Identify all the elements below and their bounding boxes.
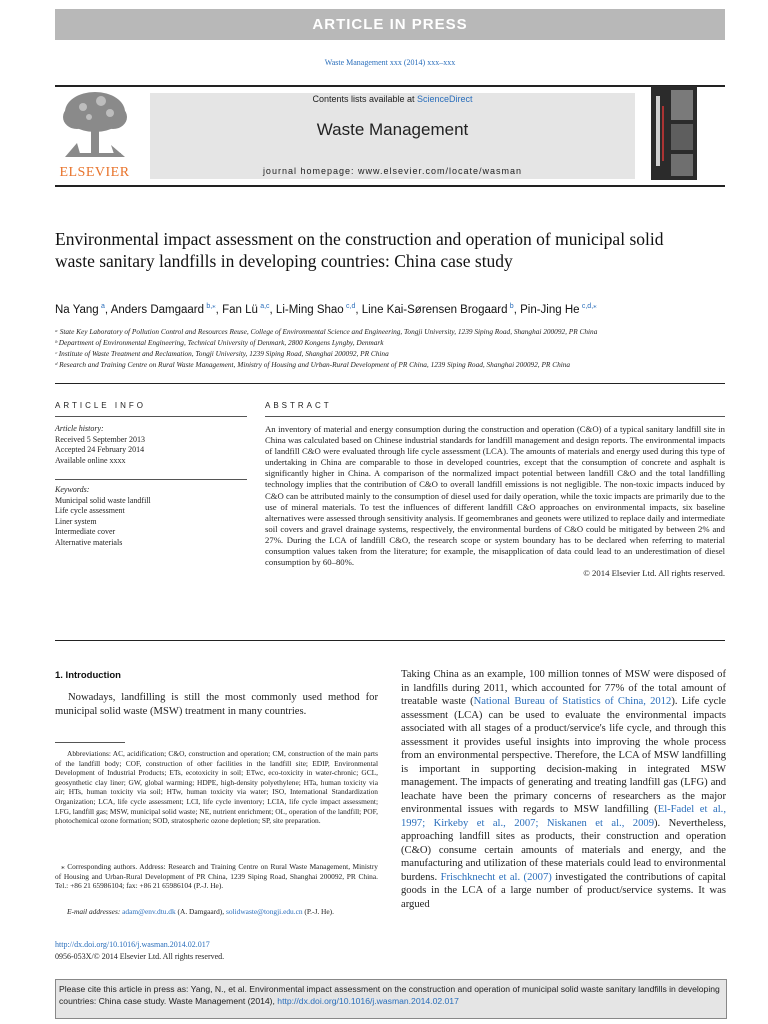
author-affil-sup[interactable]: b,⁎: [206, 303, 216, 310]
author-list: Na Yang $^a$, Anders Damgaard $^{b,⁎}$, Fan Lü $^{a,c}$, Li-Ming Shao $^{c,d}$, Line Kai-Sørensen Brogaard $^b$, Pin-Jing He $^{c,d,⁎}$: [55, 303, 597, 316]
footnote-abbreviations: Abbreviations: AC, acidification; C&O, construction and operation; CM, construction of the main parts of the landfill body; COF, construction of other facilities in the landfill site; EDIP, Environmental Development of Industrial Products; ETs, ecotoxicity in soil; ETwc, eco-toxicity in water-chronic; GCL, geosynthetic clay liner; GW, global warming; HDPE, high-density polyethylene; HTa, human toxicity via air; HTs, human toxicity via soil; HTw, human toxicity via water; ISO, International Standardization Organization; LCA, life cycle assessment; LCI, life cycle inventory; LCIA, life cycle impact assessment; LFG, landfill gas; MSW, municipal solid waste; NE, nutrient enrichment; OL, operation of the landfill; POF, photochemical ozone formation; SOD, stratospheric ozone depletion; SP, site preparation.: [55, 749, 378, 826]
email-link[interactable]: adam@env.dtu.dk: [122, 907, 176, 916]
author-affil-sup[interactable]: b: [509, 303, 514, 310]
contents-line: [150, 94, 635, 104]
affiliation-a: ᵃ State Key Laboratory of Pollution Control and Resources Reuse, College of Environmental Science and Engineering, Tongji University, 1239 Siping Road, Shanghai 200092, PR China: [55, 327, 598, 336]
author-affil-sup[interactable]: a,c: [260, 303, 270, 310]
article-title: Environmental impact assessment on the construction and operation of municipal solid waste sanitary landfills in developing countries: China case study: [55, 229, 664, 271]
abstract-heading: ABSTRACT: [265, 401, 332, 410]
contents-prefix: Contents lists available at: [312, 94, 418, 104]
citation-link[interactable]: National Bureau of Statistics of China, 2012: [473, 696, 672, 707]
intro-paragraph: Nowadays, landfilling is still the most commonly used method for municipal solid waste (MSW) treatment in many countries.: [55, 692, 378, 717]
history-label: Article history:: [55, 424, 104, 433]
doi-link[interactable]: http://dx.doi.org/10.1016/j.wasman.2014.02.017: [55, 940, 210, 949]
cite-text: Please cite this article in press as: Yang, N., et al. Environmental impact assessment on the construction and operation of municipal solid waste sanitary landfills in developing countries: China case study. Waste Management (2014),: [59, 984, 720, 1006]
abstract-text: An inventory of material and energy consumption during the construction and operation (C&O) of a typical sanitary landfill site in China was calculated based on Chinese industrial standards for landfill management and design reports. The environmental impacts of landfill C&O were evaluated through life cycle assessment (LCA). The amounts of materials and energy used during this type of undertaking in China are comparable to those in developed countries, except that the consumption of concrete and asphalt is significantly higher in China. A comparison of the normalized impact potential between landfill C&O and the total landfilling technology implies that the contribution of C&O to overall landfill emissions is not negligible. The non-toxic impacts induced by C&O can be attributed mainly to the consumption of diesel used for daily operation, while the toxic impacts are primarily due to the use of mineral materials. To test the influences of different landfill C&O approaches on environmental impacts, six baseline alternatives were assessed through sensitivity analysis. If geomembranes and geonets were utilized to replace daily and intermediate soil covers and gravel drainage systems, respectively, the environmental burdens of C&O could be mitigated by between 2% and 27%. During the LCA of landfill C&O, the research scope or system boundary has to be declared when referring to material consumption values taken from the literature; for example, the misapplication of data could lead to an underestimation of diesel consumption by 60–80%.: [265, 424, 725, 568]
history-received: Received 5 September 2013: [55, 434, 145, 444]
citation-link[interactable]: Frischknecht et al. (2007): [440, 871, 552, 883]
footnote-corresponding: ⁎ Corresponding authors. Address: Research and Training Centre on Rural Waste Management, Ministry of Housing and Urban-Rural Development of PR China, 1239 Siping Road, Shanghai 200092, PR China. Tel.: +86 21 65986104; fax: +86 21 65986104 (P.-J. He).: [55, 862, 378, 891]
citation-link[interactable]: El-Fadel et al., 1997; Kirkeby et al., 2007; Niskanen et al., 2009: [401, 804, 726, 829]
keyword: Alternative materials: [55, 537, 123, 547]
journal-homepage: journal homepage: www.elsevier.com/locate/wasman: [262, 166, 523, 176]
author-name[interactable]: Na Yang: [55, 303, 99, 316]
issn-line: 0956-053X/© 2014 Elsevier Ltd. All rights reserved.: [55, 952, 225, 961]
article-info-heading: ARTICLE INFO: [55, 401, 146, 410]
email-link[interactable]: solidwaste@tongji.edu.cn: [225, 907, 303, 916]
body-text: investigated the contributions of capital goods in the LCA of a large number of product/service systems. It was argued: [401, 871, 726, 910]
abstract-rule: [265, 416, 725, 417]
section-heading-introduction: 1. Introduction: [55, 670, 121, 681]
journal-reference-link[interactable]: Waste Management xxx (2014) xxx–xxx: [324, 58, 456, 67]
author-affil-sup[interactable]: c,d,⁎: [581, 303, 597, 310]
journal-cover-thumbnail: [651, 86, 697, 180]
email-owner: (P.-J. He).: [302, 907, 334, 916]
affiliation-d: ᵈ Research and Training Centre on Rural Waste Management, Ministry of Housing and Urban-Rural Development of PR China, 1239 Siping Road, Shanghai 200092, PR China: [55, 360, 571, 369]
history-online: Available online xxxx: [55, 455, 126, 465]
elsevier-wordmark: ELSEVIER: [59, 165, 130, 180]
author-name[interactable]: Fan Lü: [222, 303, 258, 316]
author-affil-sup[interactable]: a: [101, 303, 105, 310]
body-text: ). Nevertheless, approaching landfill sites as products, their construction and operation (C&O) consume certain amounts of materials and energy, and the manufacturing and utilization of these materials could lead to environmental burdens.: [401, 817, 726, 883]
footnote-rule: [55, 742, 125, 743]
section-rule: [55, 383, 725, 384]
author-name[interactable]: Line Kai-Sørensen Brogaard: [361, 303, 508, 316]
header-top-rule: [55, 85, 725, 87]
abstract-body: [265, 424, 725, 579]
body-text: ). Life cycle assessment (LCA) can be used to evaluate the environmental impacts associated with all stages of a product/service's life cycle, and through this assessment it provides useful insights into improving the whole process from an environmental perspective. Therefore, the LCA of MSW landfilling is important in supporting decision-making in integrated MSW management. The impacts of generating and treating landfill gas (LFG) and leachate have been the primary concerns of researchers as the major environmental issues with regards to MSW landfilling (: [401, 696, 726, 815]
author-name[interactable]: Pin-Jing He: [520, 303, 580, 316]
keyword: Liner system: [55, 516, 97, 526]
keyword: Intermediate cover: [55, 527, 116, 536]
keywords-list: [55, 485, 250, 548]
email-label: E-mail addresses:: [67, 907, 123, 916]
body-text: Taking China as an example, 100 million tonnes of MSW were disposed of in landfills during 2011, which accounted for 77% of the total amount of treatable waste (: [401, 669, 726, 707]
author-affil-sup[interactable]: c,d: [346, 303, 356, 310]
article-history: [55, 424, 250, 466]
abstract-bottom-rule: [55, 640, 725, 641]
keywords-label: Keywords:: [55, 485, 90, 494]
email-owner: (A. Damgaard),: [175, 907, 226, 916]
article-info-rule: [55, 416, 247, 417]
abstract-copyright: © 2014 Elsevier Ltd. All rights reserved.: [583, 568, 725, 579]
journal-title: Waste Management: [316, 120, 469, 139]
keyword: Life cycle assessment: [55, 506, 125, 515]
keyword: Municipal solid waste landfill: [55, 495, 151, 505]
affiliation-c: ᶜ Institute of Waste Treatment and Reclamation, Tongji University, 1239 Siping Road, Shanghai 200092, PR China: [55, 349, 389, 358]
affiliation-b: ᵇ Department of Environmental Engineering, Technical University of Denmark, 2800 Kongens Lyngby, Denmark: [55, 338, 384, 347]
right-column-text: [401, 668, 726, 911]
header-bottom-rule: [55, 185, 725, 187]
history-accepted: Accepted 24 February 2014: [55, 445, 145, 454]
sciencedirect-link[interactable]: ScienceDirect: [417, 94, 473, 104]
cite-doi-link[interactable]: http://dx.doi.org/10.1016/j.wasman.2014.02.017: [277, 996, 459, 1006]
footnote-emails: [55, 907, 378, 917]
cite-this-article-box: [55, 979, 727, 1019]
keywords-rule: [55, 479, 247, 480]
author-name[interactable]: Anders Damgaard: [110, 303, 205, 316]
author-name[interactable]: Li-Ming Shao: [275, 303, 344, 316]
article-in-press-banner: ARTICLE IN PRESS: [55, 9, 725, 40]
